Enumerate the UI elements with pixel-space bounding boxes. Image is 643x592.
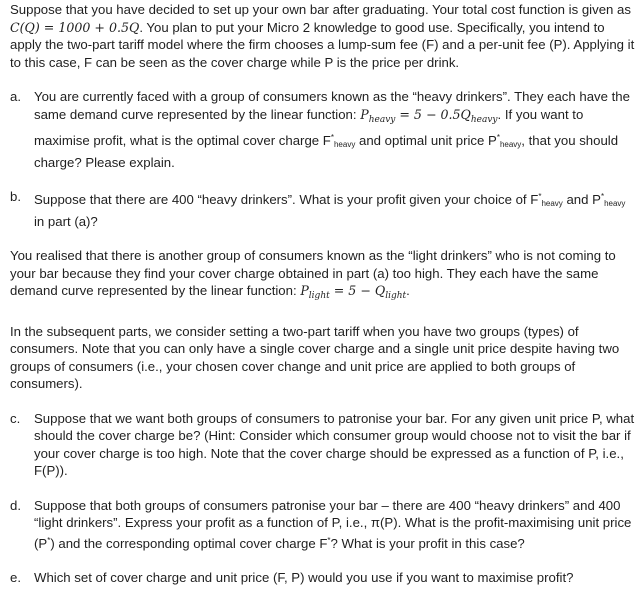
question-e-body: Which set of cover charge and unit price (F, P) would you use if you want to maximise profit? bbox=[34, 570, 574, 585]
question-d-label: d. bbox=[10, 497, 21, 513]
f-star-superscript: * bbox=[327, 535, 331, 545]
question-d-text-1: Suppose that both groups of consumers patronise your bar – there are 400 “heavy drinkers” and 400 “light drinkers”. Express your profit as a function of P, i.e., π(P). What is the profit-maximising unit price (P bbox=[34, 497, 632, 551]
question-a-text-1: You are currently faced with a group of consumers known as the “heavy drinkers”. They each have the same demand curve represented by the linear function: bbox=[34, 89, 630, 122]
question-b-body bbox=[34, 188, 637, 230]
question-c-body: Suppose that we want both groups of consumers to patronise your bar. For any given unit price P, what should the cover charge be? (Hint: Consider which consumer group would choose not to visit the bar if your cover charge is too high. Note that the cover charge should be expressed as a function of P, i.e., F(P)). bbox=[34, 410, 635, 478]
question-a bbox=[10, 88, 637, 171]
light-text-2: . bbox=[406, 283, 410, 298]
question-b-text-1: Suppose that there are 400 “heavy drinkers”. What is your profit given your choice of F bbox=[34, 192, 539, 207]
intro-text-1: Suppose that you have decided to set up your own bar after graduating. Your total cost function is given as bbox=[10, 2, 631, 17]
f-heavy-subscript: heavy bbox=[333, 140, 356, 149]
heavy-demand-equation bbox=[360, 106, 498, 125]
question-d bbox=[10, 497, 637, 553]
light-demand-lhs: P bbox=[300, 283, 309, 298]
light-demand-equation bbox=[300, 283, 407, 301]
p-star-superscript: * bbox=[600, 192, 605, 201]
cost-function: C(Q) = 1000 + 0.5Q bbox=[10, 19, 140, 35]
light-text-1: You realised that there is another group of consumers known as the “light drinkers” who is not coming to your bar because they find your cover charge obtained in part (a) too high. They each have the same demand curve represented by the linear function: bbox=[10, 248, 616, 298]
question-a-text-2: . If you want to maximise profit, what is the optimal cover charge F bbox=[34, 106, 584, 148]
heavy-demand-lhs-subscript: heavy bbox=[368, 114, 396, 125]
question-d-text-3: ? What is your profit in this case? bbox=[330, 535, 525, 551]
subsequent-parts-paragraph: In the subsequent parts, we consider setting a two-part tariff when you have two groups (types) of consumers. Note that you can only have a single cover charge and a single unit price despite having two groups of consumers (i.e., your chosen cover change and unit price are applied to both groups of consumers). bbox=[10, 323, 620, 391]
intro-paragraph bbox=[10, 1, 637, 71]
f-star-superscript: * bbox=[330, 133, 334, 142]
p-star-superscript: * bbox=[496, 133, 500, 142]
intro-text-2: . You plan to put your Micro 2 knowledge to good use. Specifically, you intend to apply the two-part tariff model where the firm chooses a lump-sum fee (F) and a per-unit fee (P). Applying it to this case, F can be seen as the cover charge while P is the price per drink. bbox=[10, 19, 635, 70]
question-a-body bbox=[34, 88, 637, 171]
question-d-body bbox=[34, 497, 637, 553]
light-demand-lhs-subscript: light bbox=[308, 291, 330, 301]
light-demand-rhs: = 5 − Q bbox=[329, 283, 386, 298]
heavy-demand-rhs: = 5 − 0.5Q bbox=[395, 106, 471, 122]
question-e bbox=[10, 569, 637, 587]
p-heavy-subscript: heavy bbox=[499, 140, 522, 149]
f-star-superscript: * bbox=[538, 192, 542, 201]
question-a-label: a. bbox=[10, 89, 21, 104]
p-star-superscript: * bbox=[47, 535, 51, 545]
heavy-demand-lhs: P bbox=[360, 106, 369, 122]
p-heavy-subscript: heavy bbox=[604, 199, 626, 208]
f-heavy-subscript: heavy bbox=[541, 199, 563, 208]
question-b-text-3: in part (a)? bbox=[34, 213, 98, 229]
question-b bbox=[10, 188, 637, 230]
question-d-text-2: ) and the corresponding optimal cover charge F bbox=[50, 535, 328, 551]
question-a-text-3: and optimal unit price P bbox=[355, 133, 497, 148]
question-c-label: c. bbox=[10, 410, 21, 426]
heavy-demand-rhs-subscript: heavy bbox=[470, 114, 498, 125]
question-e-label: e. bbox=[10, 570, 21, 585]
question-b-text-2: and P bbox=[562, 192, 601, 207]
question-a-text-4: , that you should charge? Please explain. bbox=[34, 133, 619, 170]
light-demand-rhs-subscript: light bbox=[385, 291, 407, 301]
question-b-label: b. bbox=[10, 189, 21, 204]
light-drinkers-paragraph bbox=[10, 247, 637, 306]
question-c bbox=[10, 410, 637, 480]
